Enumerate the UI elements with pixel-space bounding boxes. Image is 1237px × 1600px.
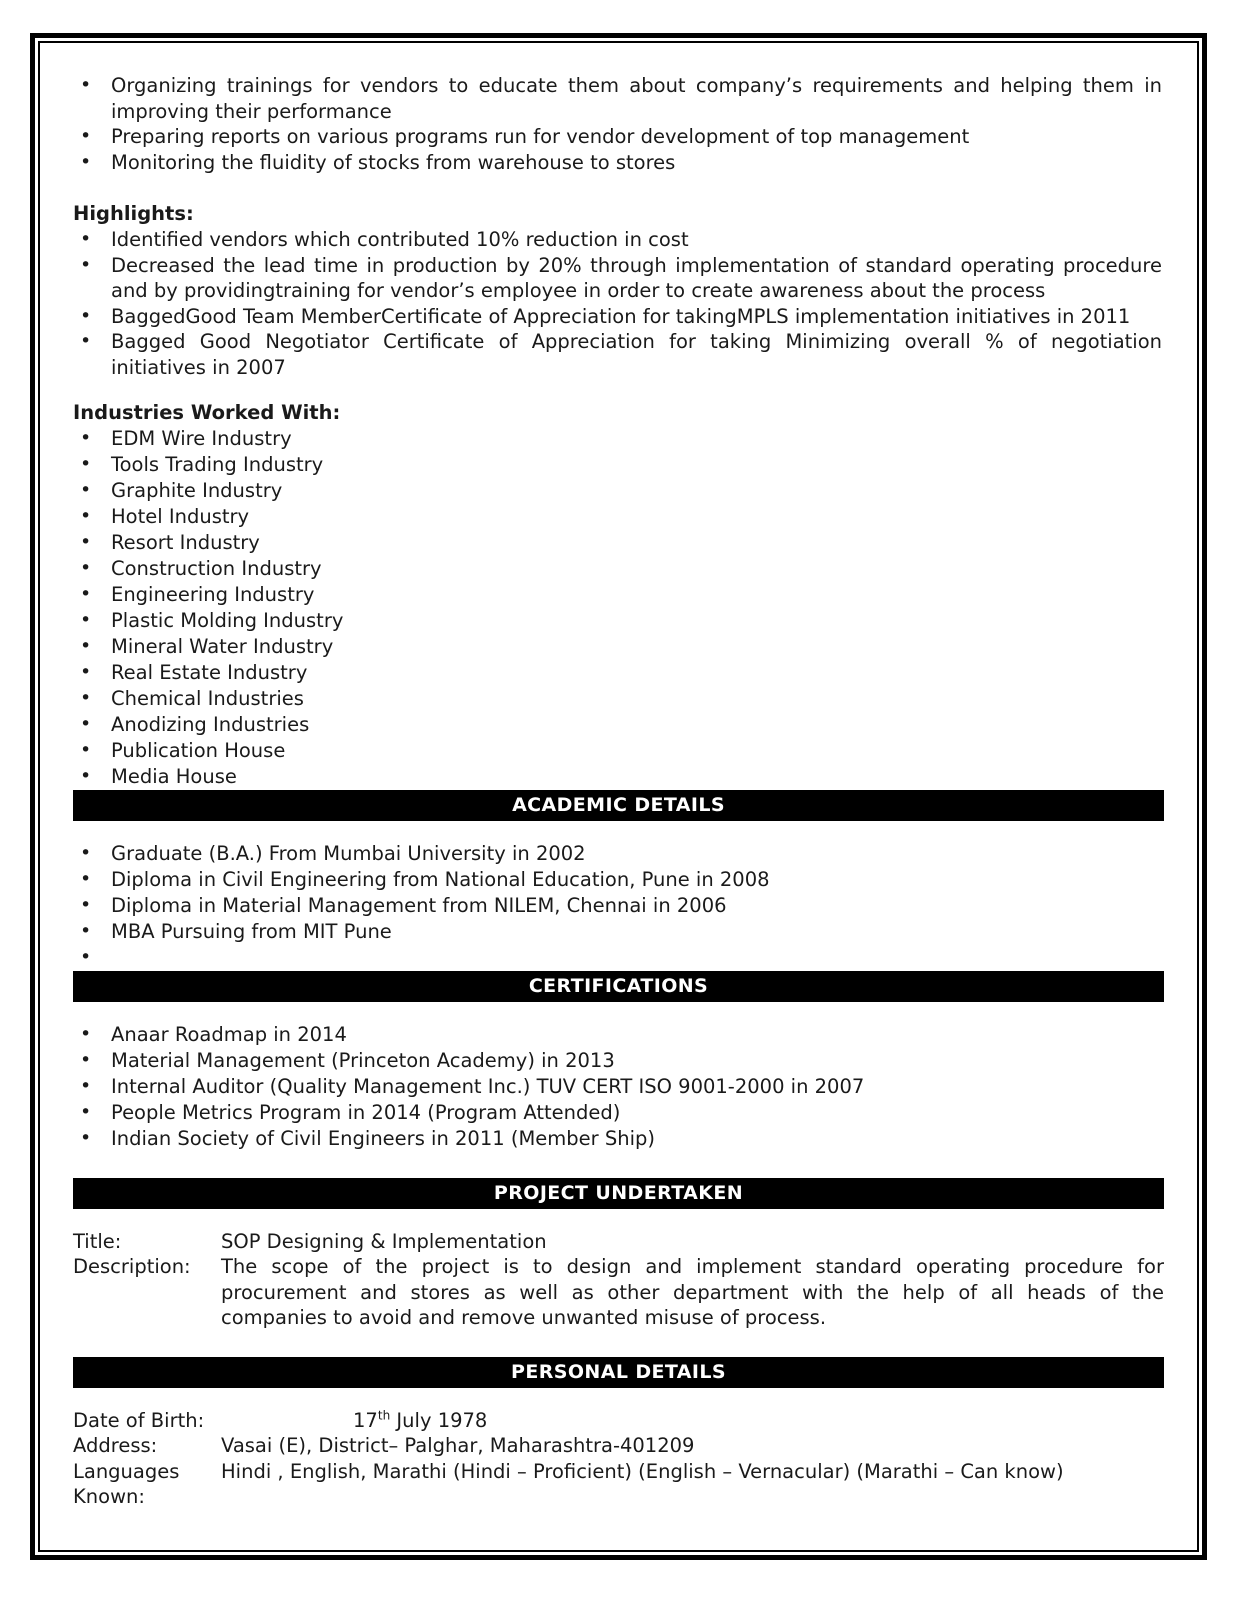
spacer	[73, 1152, 1164, 1178]
highlight-text: Decreased the lead time in production by 20% through implementation of standard operating procedure and by providingtraining for vendor’s employee in order to create awareness about the process	[111, 253, 1162, 302]
list-item	[73, 304, 1164, 330]
list-item	[73, 712, 1164, 738]
industry-text: Real Estate Industry	[111, 661, 308, 684]
address-value: Vasai (E), District– Palghar, Maharashtra-401209	[221, 1434, 695, 1457]
academic-list	[73, 841, 1164, 971]
document-body	[40, 43, 1197, 1550]
section-banner-personal-details: PERSONAL DETAILS	[73, 1357, 1164, 1388]
responsibility-text: Preparing reports on various programs run for vendor development of top management	[111, 125, 970, 148]
list-item	[73, 530, 1164, 556]
project-description-value: The scope of the project is to design and implement standard operating procedure for procurement and stores as well as other department with the help of all heads of the companies to avoid and remove unwanted misuse of process.	[221, 1255, 1164, 1329]
list-item	[73, 504, 1164, 530]
list-item	[73, 841, 1164, 867]
list-item	[73, 329, 1164, 380]
industry-text: Engineering Industry	[111, 583, 315, 606]
highlight-text: Bagged Good Negotiator Certificate of Appreciation for taking Minimizing overall % of negotiation initiatives in 2007	[111, 330, 1162, 379]
responsibility-text: Organizing trainings for vendors to educate them about company’s requirements and helping them in improving their performance	[111, 74, 1162, 123]
certification-text: Internal Auditor (Quality Management Inc.) TUV CERT ISO 9001-2000 in 2007	[111, 1074, 865, 1098]
list-item	[73, 738, 1164, 764]
list-item	[73, 893, 1164, 919]
list-item	[73, 1100, 1164, 1126]
project-description-label: Description:	[73, 1255, 191, 1278]
highlight-text: Identified vendors which contributed 10% reduction in cost	[111, 228, 689, 251]
page-border-inner	[38, 41, 1199, 1552]
section-banner-project-undertaken: PROJECT UNDERTAKEN	[73, 1178, 1164, 1209]
spacer	[73, 1388, 1164, 1408]
project-title-row	[73, 1229, 1164, 1255]
list-item	[73, 582, 1164, 608]
list-item	[73, 634, 1164, 660]
industries-heading: Industries Worked With:	[73, 401, 341, 424]
list-item	[73, 660, 1164, 686]
certifications-list	[73, 1022, 1164, 1152]
industries-list	[73, 426, 1164, 790]
list-item	[73, 556, 1164, 582]
responsibility-text: Monitoring the fluidity of stocks from warehouse to stores	[111, 150, 676, 174]
list-item	[73, 764, 1164, 790]
industry-text: Graphite Industry	[111, 479, 283, 502]
dob-ordinal-suffix: th	[377, 1408, 391, 1422]
list-item	[73, 452, 1164, 478]
industry-text: Anodizing Industries	[111, 713, 310, 736]
certification-text: Anaar Roadmap in 2014	[111, 1022, 347, 1046]
industry-text: EDM Wire Industry	[111, 427, 292, 450]
responsibilities-list	[73, 73, 1164, 175]
industry-text: Resort Industry	[111, 531, 260, 554]
list-item	[73, 227, 1164, 253]
date-of-birth-row	[73, 1408, 1164, 1434]
industry-text: Mineral Water Industry	[111, 635, 334, 658]
highlights-list	[73, 227, 1164, 380]
academic-text: Graduate (B.A.) From Mumbai University in 2002	[111, 842, 586, 865]
industry-text: Publication House	[111, 739, 286, 762]
industry-text: Media House	[111, 765, 237, 788]
list-item	[73, 1074, 1164, 1100]
academic-text: Diploma in Material Management from NILEM, Chennai in 2006	[111, 894, 727, 917]
certification-text: Indian Society of Civil Engineers in 2011 (Member Ship)	[111, 1126, 656, 1150]
list-item	[73, 150, 1164, 176]
section-banner-certifications: CERTIFICATIONS	[73, 971, 1164, 1002]
list-item	[73, 1126, 1164, 1152]
project-title-label: Title:	[73, 1229, 122, 1253]
spacer	[73, 1002, 1164, 1022]
industry-text: Hotel Industry	[111, 505, 250, 528]
list-item	[73, 608, 1164, 634]
certification-text: People Metrics Program in 2014 (Program Attended)	[111, 1100, 621, 1124]
spacer	[73, 175, 1164, 201]
address-row	[73, 1433, 1164, 1459]
list-item	[73, 478, 1164, 504]
list-item	[73, 1048, 1164, 1074]
languages-label: Languages Known:	[73, 1459, 180, 1508]
list-item	[73, 945, 1164, 971]
spacer	[73, 1209, 1164, 1229]
list-item	[73, 1022, 1164, 1048]
spacer	[73, 821, 1164, 841]
project-description-row	[73, 1254, 1164, 1331]
dob-day: 17	[353, 1408, 378, 1432]
address-label: Address:	[73, 1434, 158, 1457]
academic-text: Diploma in Civil Engineering from National Education, Pune in 2008	[111, 868, 770, 891]
languages-row	[73, 1459, 1164, 1510]
spacer	[73, 380, 1164, 400]
list-item	[73, 426, 1164, 452]
project-title-value: SOP Designing & Implementation	[221, 1229, 547, 1253]
list-item	[73, 124, 1164, 150]
highlight-text: BaggedGood Team MemberCertificate of Appreciation for takingMPLS implementation initiatives in 2011	[111, 304, 1131, 328]
academic-text: MBA Pursuing from MIT Pune	[111, 920, 392, 943]
list-item	[73, 867, 1164, 893]
list-item	[73, 686, 1164, 712]
date-of-birth-value	[353, 1408, 1164, 1434]
section-banner-academic-details: ACADEMIC DETAILS	[73, 790, 1164, 821]
languages-value: Hindi , English, Marathi (Hindi – Proficient) (English – Vernacular) (Marathi – Can know)	[221, 1459, 1064, 1483]
highlights-heading: Highlights:	[73, 202, 194, 225]
list-item	[73, 919, 1164, 945]
list-item	[73, 253, 1164, 304]
industry-text: Plastic Molding Industry	[111, 609, 344, 632]
date-of-birth-label: Date of Birth:	[73, 1408, 205, 1432]
industry-text: Tools Trading Industry	[111, 453, 324, 476]
list-item	[73, 73, 1164, 124]
dob-month-year: July 1978	[390, 1408, 488, 1432]
certification-text: Material Management (Princeton Academy) in 2013	[111, 1048, 615, 1072]
industry-text: Construction Industry	[111, 557, 322, 580]
industry-text: Chemical Industries	[111, 687, 304, 710]
page-border-outer	[30, 33, 1207, 1560]
spacer	[73, 1331, 1164, 1357]
